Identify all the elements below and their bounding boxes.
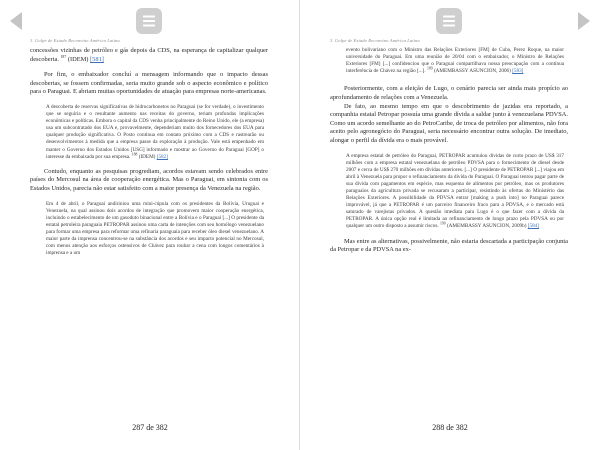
list-menu-icon bbox=[142, 14, 156, 28]
right-toolbar bbox=[300, 8, 600, 36]
citation: (IDEM) bbox=[138, 153, 156, 160]
quote-text: evento bolivariano com o Ministro das Relações Exteriores [FM] de Cuba, Perez Roque, na maior universidade do Paraguai. Em uma reunião de 20/04 com o embaixador, o Ministro de Relações Exteriores [FM] [...] confidenciou que o Paraguai compartilhava nossa preocupação com a contínua interferência de Chávez na região [...]. bbox=[346, 47, 564, 75]
block-quote bbox=[46, 104, 264, 161]
right-page-body bbox=[330, 47, 568, 255]
quote-text: A descoberta de reservas significativas de hidrocarbonetos no Paraguai (se for verdade), o investimento que se seguiria e o resultante aumento nas receitas do governo, teriam profundas implicações econômicas e políticas. Embora o capital da CDS venha principalmente do Reino Unido, ele (a empresa) usa um subcontratado dos EUA e, provavelmente, dependeriam muito dos fornecedores dos EUA para qualquer produção significativa. O Posto continua em contato próximo com a CDS e rastrearão ou desenvolvimentos à medida que a empresa passe da exploração à produção. Vale está empenhado em manter o Governo dos Estados Unidos [USG] informado e mostrar ao Governo do Paraguai [GOP] o interesse da embaixada por sua empresa. bbox=[46, 103, 264, 160]
running-header: 3. Golpe de Estado Reconvino América Latina bbox=[30, 38, 120, 43]
page-number: 287 de 382 bbox=[132, 423, 168, 432]
citation: (AMEMBASSY ASUNCION, 2006) bbox=[433, 68, 511, 75]
footnote-number: 190 bbox=[439, 221, 446, 226]
paragraph: Mas entre as alternativas, possivelmente, não estaria descartada a participação conjunta da Petropar e da PDVSA na ex- bbox=[330, 237, 568, 254]
footnote-number: 188 bbox=[131, 151, 138, 156]
block-quote: Em 4 de abril, o Paraguai andiriniou uma mini-cúpula com os presidentes da Bolívia, Uruguai e Venezuela, na qual assinou dois acordos de integração que promovem maior cooperação energética, incluindo o estabelecimento de um gasoduto binacional entre a Bolívia e o Paraguai [...] O presidente da estatal petroleira paraguaia PETROPAR assinou uma carta de intenções com seu homólogo venezuelano para formar uma empresa para reformar uma refinaria paraguaia para receber óleo diesel venezuelano. A maior parte da imprensa concentrou-se na substância dos acordos e seu impacto potencial no Mercosul, com menos atenção aos esforços ostensivos de Chávez para roubar a cena com longos comentários à imprensa e a um bbox=[46, 200, 264, 257]
citation: (AMEMBASSY ASUNCION, 2009b) bbox=[446, 223, 527, 230]
running-header: 3. Golpe de Estado Reconvino América Latina bbox=[330, 38, 420, 43]
next-page-button[interactable] bbox=[572, 10, 594, 32]
menu-button[interactable] bbox=[136, 8, 162, 34]
paragraph: Por fim, o embaixador concluí a mensagem informando que o impacto dessas descobertas, se fossem confirmadas, seria muito grande sob o aspecto econômico e político para o Paraguai. E abriam muitas oportunidades de atuação para empresas norte-americanas. bbox=[30, 71, 268, 96]
reference-link[interactable]: [582] bbox=[156, 153, 168, 160]
citation: (IDEM) bbox=[67, 55, 89, 63]
page-number: 288 de 382 bbox=[432, 423, 468, 432]
left-page-body bbox=[30, 47, 268, 257]
list-menu-icon bbox=[442, 14, 456, 28]
right-page bbox=[300, 0, 600, 450]
quote-text: A empresa estatal de petróleo do Paraguai, PETROPAR acumulou dívidas de curto prazo de US$ 317 milhões com a empresa estatal venezuelana de petróleo PDVSA para o fornecimento de diesel desde 2007 e cerca de US$ 270 milhões em dívidas anteriores. [...] O presidente de PETROPAR [...] viajou em abril à Venezuela para propor o refinanciamento da dívida do Paraguai. O Paraguai tentou pagar parte de sua dívida com pagamentos em espécie, mas esquema de alimentos por petróleo, mas os produtores paraguaios da agricultura privada se recusaram a participar, resistindo às ofertas do Ministério das Relações Exteriores. A possibilidade da PDVSA entrar [making a push into] no Paraguai parece improvável, já que a PETROPAR é um parceiro financeiro fraco para a PDVSA, e o mercado está saturado de varejistas privados. A questão imediata para Lugo é o que fazer com a dívida da PETROPAR. A única opção real é limitada ao refinanciamento de longo prazo pela PDVSA ou por qualquer um outro disposto a assumir riscos. bbox=[346, 152, 564, 230]
footnote-number: 187 bbox=[60, 54, 67, 59]
paragraph: Contudo, enquanto as pesquisas progrediam, acordos estavam sendo celebrados entre países do Mercosul na área de cooperação energética. Mas o Paraguai, em sintonia com os Estados Unidos, parecia não estar satisfeito com a maior presença da Venezuela na região. bbox=[30, 167, 268, 192]
triangle-left-icon bbox=[6, 10, 28, 32]
previous-page-button[interactable] bbox=[6, 10, 28, 32]
footnote-number: 189 bbox=[426, 66, 433, 71]
block-quote bbox=[346, 153, 564, 231]
paragraph-text: concessões vizinhas de petróleo e gás depois da CDS, na esperança de capitalizar qualquer descoberta. bbox=[30, 47, 268, 63]
reference-link[interactable]: [581] bbox=[90, 55, 104, 63]
menu-button[interactable] bbox=[436, 8, 462, 34]
paragraph: Posteriormente, com a eleição de Lugo, o cenário parecia ser ainda mais propício ao aprofundamento de relações com a Venezuela. bbox=[330, 85, 568, 101]
reference-link[interactable]: [584] bbox=[527, 223, 540, 230]
paragraph: De fato, ao mesmo tempo em que o descobrimento de jazidas era reportado, a companhia estatal Petropar possuía uma grande dívida a saldar junto à venezuelana PDVSA. Como um acordo semelhante ao do PetroCaribe, de troca de petróleo por alimentos, não fora aceito pelo agronegócio do Paraguai, seria necessário encontrar outra solução. De imediato, alongar o perfil da dívida era o mais provável. bbox=[330, 102, 568, 144]
left-toolbar bbox=[0, 8, 300, 36]
reference-link[interactable]: [583] bbox=[512, 68, 524, 75]
triangle-right-icon bbox=[572, 10, 594, 32]
paragraph bbox=[30, 47, 268, 64]
block-quote bbox=[346, 47, 564, 75]
